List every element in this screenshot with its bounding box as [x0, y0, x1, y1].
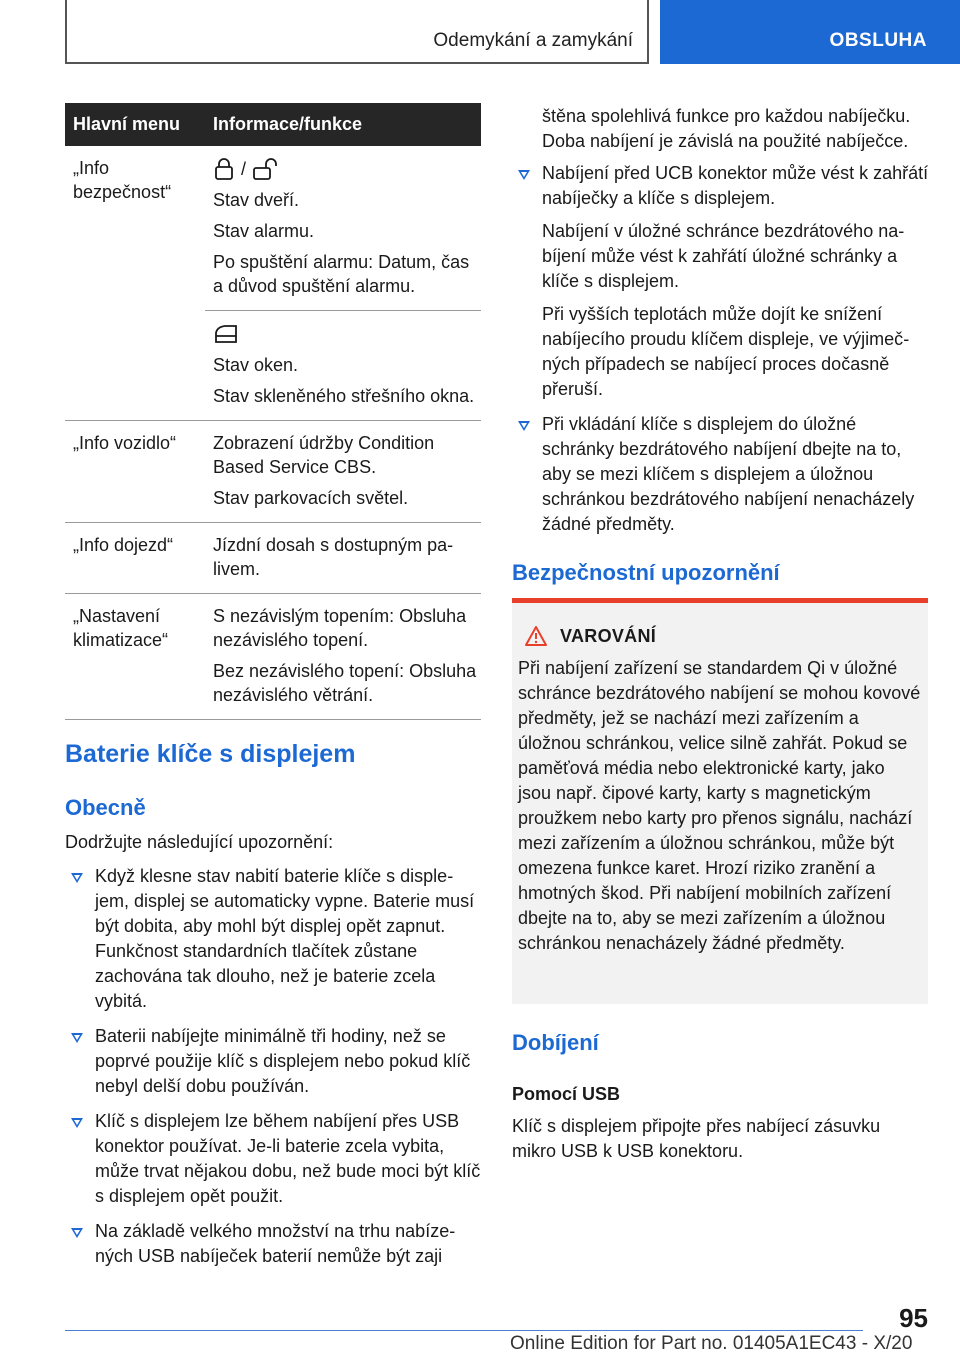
usb-subheading: Pomocí USB: [512, 1084, 621, 1104]
bullet-triangle-icon: [71, 1228, 83, 1238]
table-row: [65, 523, 481, 594]
usb-text: Klíč s displejem připojte přes nabíjecí zásuvku mikro USB k USB konektoru.: [512, 1116, 881, 1161]
bullet-triangle-icon: [71, 1118, 83, 1128]
intro-text: Dodržujte následující upozornění:: [65, 832, 334, 852]
info-line: Stav skleněného střešního okna.: [213, 386, 475, 406]
lock-closed-icon: [213, 157, 235, 181]
info-line: Stav oken.: [213, 355, 299, 375]
list-item: Nabíjení před UCB konektor může vést k zahřátí nabíječky a klíče s displejem. Nabíjení v úložné schránce bezdrátového nabíjení může vést k zahřátí úložné schránky a klíče s displejem. Při vyšších teplotách může dojít ke snížení nabíjecího proudu klíčem displeje, ve výjimečných případech se nabíjecí proces dočasně přeruší.: [512, 161, 932, 402]
table-cell-info: [205, 594, 481, 720]
general-heading: Obecně: [65, 795, 146, 820]
table-cell-menu: „Nastavení klimatizace“: [65, 594, 205, 720]
list-item: Baterii nabíjejte minimálně tři hodiny, než se poprvé použije klíč s displejem nebo pokud klíč nebyl delší dobu používán.: [65, 1024, 481, 1099]
warning-title: VAROVÁNÍ: [560, 625, 657, 646]
bullet-triangle-icon: [71, 1033, 83, 1043]
table-cell-menu: [65, 146, 205, 421]
list-item: Na základě velkého množství na trhu nabízených USB nabíječek baterií nemůže být zaji: [65, 1219, 481, 1269]
info-line: Stav dveří.: [213, 190, 300, 210]
chapter-tab-label: OBSLUHA: [829, 30, 927, 51]
footer-divider: [65, 1330, 863, 1331]
table-header-row: [65, 103, 481, 146]
warning-box: [512, 598, 928, 1004]
bullet-triangle-icon: [518, 170, 530, 180]
charging-notes-list: [512, 161, 932, 547]
table-cell-menu: „Info vozidlo“: [65, 421, 205, 523]
info-line: S nezávislým topením: Obsluha nezávislého topení.: [213, 606, 467, 650]
list-item-extra: Nabíjení v úložné schránce bezdrátového nabíjení může vést k zahřátí úložné schránky a klíče s displejem.: [542, 221, 905, 291]
lock-open-icon: [252, 157, 282, 181]
table-cell-menu: „Info dojezd“: [65, 523, 205, 594]
window-status-icons: [213, 321, 481, 347]
list-item: Klíč s displejem lze během nabíjení přes USB konektor používat. Je-li baterie zcela vybita, může trvat nějakou dobu, než bude moci být klíč s displejem opět použit.: [65, 1109, 481, 1209]
edition-footer: Online Edition for Part no. 01405A1EC43 - X/20: [510, 1333, 913, 1354]
info-line: Stav parkovacích světel.: [213, 488, 409, 508]
window-icon: [213, 323, 239, 345]
chapter-tab[interactable]: [660, 0, 960, 64]
bullet-triangle-icon: [71, 873, 83, 883]
key-battery-heading: Baterie klíče s displejem: [65, 740, 356, 768]
battery-notes-list: [65, 864, 481, 1279]
charging-heading: Dobíjení: [512, 1030, 599, 1055]
info-line: Po spuštění alarmu: Datum, čas a důvod spuštění alarmu.: [213, 252, 470, 296]
page-number: 95: [899, 1303, 928, 1333]
section-title: Odemykání a zamykání: [433, 30, 633, 51]
warning-triangle-icon: [524, 625, 548, 647]
list-item: Když klesne stav nabití baterie klíče s displejem, displej se automaticky vypne. Baterie musí být dobita, aby mohl být displej opět zapnut. Funkčnost standardních tlačítek zůstane zachována tak dlouho, než je baterie zcela vybitá.: [65, 864, 481, 1014]
info-line: Jízdní dosah s dostupným palivem.: [213, 535, 454, 579]
safety-heading: Bezpečnostní upozornění: [512, 560, 780, 585]
continued-text: štěna spolehlivá funkce pro každou nabíječku. Doba nabíjení je závislá na použité nabíječce.: [542, 106, 911, 151]
table-cell-info: [205, 311, 481, 421]
table-header-menu: Hlavní menu: [65, 103, 205, 146]
door-status-icons: [213, 156, 481, 182]
table-header-info: Informace/funkce: [205, 103, 481, 146]
warning-text: Při nabíjení zařízení se standardem Qi v úložné schránce bezdrátového nabíjení se mohou kovové předměty, jež se nachází mezi zařízením a úložnou schránkou, velice silně zahřát. Pokud se paměťová média nebo elektronické karty, jako jsou např. čipové karty, karty s magnetickým proužkem nebo karty pro přenos signálu, nachází mezi zařízením a úložnou schránkou, může být omezena funkce karet. Hrozí riziko zranění a hmotných škod. Při nabíjení mobilních zařízení dbejte na to, aby se mezi zařízením a úložnou schránkou nenacházely žádné předměty.: [518, 658, 921, 953]
table-cell-info: [205, 523, 481, 594]
table-row: [65, 421, 481, 523]
header-box: [65, 0, 649, 64]
table-cell-info: [205, 146, 481, 311]
info-menu-table: [65, 103, 481, 720]
info-line: Stav alarmu.: [213, 221, 315, 241]
info-line: Zobrazení údržby Condition Based Service CBS.: [213, 433, 435, 477]
menu-name: „Info bezpečnost“: [73, 158, 172, 202]
info-line: Bez nezávislého topení: Obsluha nezávislého větrání.: [213, 661, 477, 705]
bullet-triangle-icon: [518, 421, 530, 431]
table-row: [65, 146, 481, 311]
warning-header: [524, 625, 656, 647]
list-item: Při vkládání klíče s displejem do úložné schránky bezdrátového nabíjení dbejte na to, aby se mezi klíčem s displejem a úložnou schránkou bezdrátového nabíjení nenacházely žádné předměty.: [512, 412, 932, 537]
table-row: [65, 594, 481, 720]
icon-separator: /: [241, 159, 247, 179]
list-item-extra: Při vyšších teplotách může dojít ke snížení nabíjecího proudu klíčem displeje, ve výjimečných případech se nabíjecí proces dočasně přeruší.: [542, 304, 910, 399]
table-cell-info: [205, 421, 481, 523]
